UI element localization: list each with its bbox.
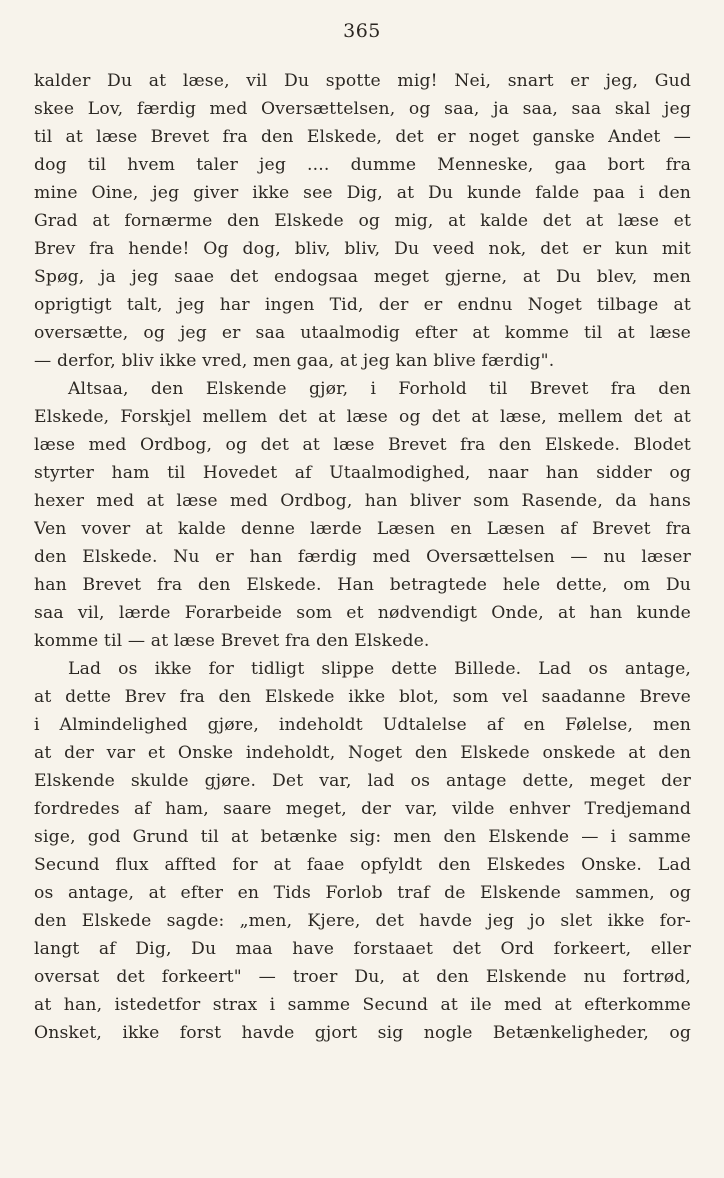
page-number: 365 xyxy=(343,20,381,42)
text-line: den Elskede sagde: „men, Kjere, det havde jeg jo slet ikke for- xyxy=(34,911,691,931)
text-line-paragraph-end: komme til — at læse Brevet fra den Elskede. xyxy=(34,631,430,651)
text-line: til at læse Brevet fra den Elskede, det er noget ganske Andet — xyxy=(34,127,691,147)
text-line: skee Lov, færdig med Oversættelsen, og saa, ja saa, saa skal jeg xyxy=(34,99,691,119)
text-line: oprigtigt talt, jeg har ingen Tid, der er endnu Noget tilbage at xyxy=(34,295,691,315)
text-line: den Elskede. Nu er han færdig med Oversættelsen — nu læser xyxy=(34,547,691,567)
text-line: styrter ham til Hovedet af Utaalmodighed, naar han sidder og xyxy=(34,463,691,483)
text-line: han Brevet fra den Elskede. Han betragtede hele dette, om Du xyxy=(34,575,691,595)
text-line: Elskende skulde gjøre. Det var, lad os antage dette, meget der xyxy=(34,771,691,791)
text-line: hexer med at læse med Ordbog, han bliver som Rasende, da hans xyxy=(34,491,691,511)
text-line: Secund flux affted for at faae opfyldt den Elskedes Onske. Lad xyxy=(34,855,691,875)
text-line: at dette Brev fra den Elskede ikke blot, som vel saadanne Breve xyxy=(34,687,691,707)
text-line: Onsket, ikke forst havde gjort sig nogle Betænkeligheder, og xyxy=(34,1023,691,1043)
text-line: dog til hvem taler jeg .... dumme Menneske, gaa bort fra xyxy=(34,155,691,175)
text-line: langt af Dig, Du maa have forstaaet det Ord forkeert, eller xyxy=(34,939,691,959)
text-line: Brev fra hende! Og dog, bliv, bliv, Du veed nok, det er kun mit xyxy=(34,239,691,259)
text-line: Spøg, ja jeg saae det endogsaa meget gjerne, at Du blev, men xyxy=(34,267,691,287)
text-line: Grad at fornærme den Elskede og mig, at kalde det at læse et xyxy=(34,211,691,231)
text-line: at der var et Onske indeholdt, Noget den Elskede onskede at den xyxy=(34,743,691,763)
text-line: at han, istedetfor strax i samme Secund at ile med at efterkomme xyxy=(34,995,691,1015)
text-line: sige, god Grund til at betænke sig: men den Elskende — i samme xyxy=(34,827,691,847)
text-line: kalder Du at læse, vil Du spotte mig! Nei, snart er jeg, Gud xyxy=(34,71,691,91)
body-text xyxy=(34,67,691,1047)
text-line: os antage, at efter en Tids Forlob traf de Elskende sammen, og xyxy=(34,883,691,903)
text-line: saa vil, lærde Forarbeide som et nødvendigt Onde, at han kunde xyxy=(34,603,691,623)
text-line: læse med Ordbog, og det at læse Brevet fra den Elskede. Blodet xyxy=(34,435,691,455)
text-line-paragraph-end: — derfor, bliv ikke vred, men gaa, at jeg kan blive færdig". xyxy=(34,351,555,371)
text-line: Elskede, Forskjel mellem det at læse og det at læse, mellem det at xyxy=(34,407,691,427)
text-line: i Almindelighed gjøre, indeholdt Udtalelse af en Følelse, men xyxy=(34,715,691,735)
text-line: mine Oine, jeg giver ikke see Dig, at Du kunde falde paa i den xyxy=(34,183,691,203)
text-line: oversat det forkeert" — troer Du, at den Elskende nu fortrød, xyxy=(34,967,691,987)
text-line-paragraph-start: Altsaa, den Elskende gjør, i Forhold til Brevet fra den xyxy=(68,379,691,399)
text-line: oversætte, og jeg er saa utaalmodig efter at komme til at læse xyxy=(34,323,691,343)
text-line-paragraph-start: Lad os ikke for tidligt slippe dette Billede. Lad os antage, xyxy=(68,659,691,679)
text-line: fordredes af ham, saare meget, der var, vilde enhver Tredjemand xyxy=(34,799,691,819)
text-line: Ven vover at kalde denne lærde Læsen en Læsen af Brevet fra xyxy=(34,519,691,539)
